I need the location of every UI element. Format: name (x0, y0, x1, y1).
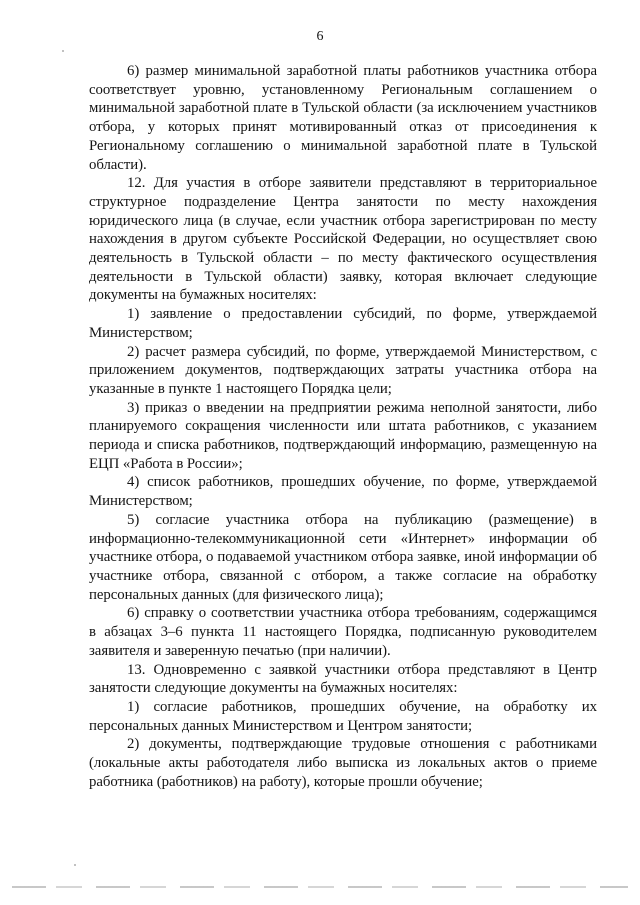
list-item-3-order: 3) приказ о введении на предприятии режима неполной занятости, либо планируемого сокращения численности или штата работников, с указанием периода и списка работников, подтверждающий информацию, размещенную на ЕЦП «Работа в России»; (89, 399, 597, 472)
list-item-1-employee-consent: 1) согласие работников, прошедших обучение, на обработку их персональных данных Министерством и Центром занятости; (89, 698, 597, 734)
scan-speck (74, 864, 76, 866)
document-body (89, 62, 597, 791)
scan-edge-artifact (12, 886, 628, 888)
paragraph-6-min-wage: 6) размер минимальной заработной платы работников участника отбора соответствует уровню, установленному Региональным соглашением о минимальной заработной плате в Тульской области (за исключением участников отбора, у которых принят мотивированный отказ от присоединения к Региональному соглашению о минимальной заработной плате в Тульской области). (89, 63, 597, 173)
paragraph-12-application: 12. Для участия в отборе заявители представляют в территориальное структурное подразделение Центра занятости по месту нахождения юридического лица (в случае, если участник отбора зарегистрирован по месту нахождения в другом субъекте Российской Федерации, но осуществляет свою деятельность в Тульской области – по месту фактического осуществления деятельности в Тульской области) заявку, которая включает следующие документы на бумажных носителях: (89, 175, 597, 304)
list-item-4-employee-list: 4) список работников, прошедших обучение, по форме, утверждаемой Министерством; (89, 474, 597, 510)
scan-speck (62, 50, 64, 52)
list-item-5-consent: 5) согласие участника отбора на публикацию (размещение) в информационно-телекоммуникационной сети «Интернет» информации об участнике отбора, о подаваемой участником отбора заявке, иной информации об участнике отбора, связанной с отбором, а также согласие на обработку персональных данных (для физического лица); (89, 511, 597, 603)
paragraph-13-additional-docs: 13. Одновременно с заявкой участники отбора представляют в Центр занятости следующие документы на бумажных носителях: (89, 661, 597, 697)
page-number: 6 (316, 29, 324, 44)
list-item-1-statement: 1) заявление о предоставлении субсидий, по форме, утверждаемой Министерством; (89, 306, 597, 341)
list-item-2-employment-docs: 2) документы, подтверждающие трудовые отношения с работниками (локальные акты работодателя либо выписка из локальных актов о приеме работника (работников) на работу), которые прошли обучение; (89, 736, 597, 790)
list-item-6-certificate: 6) справку о соответствии участника отбора требованиям, содержащимся в абзацах 3–6 пункта 11 настоящего Порядка, подписанную руководителем заявителя и заверенную печатью (при наличии). (89, 605, 597, 659)
list-item-2-calculation: 2) расчет размера субсидий, по форме, утверждаемой Министерством, с приложением документов, подтверждающих затраты участника отбора на указанные в пункте 1 настоящего Порядка цели; (89, 343, 597, 397)
